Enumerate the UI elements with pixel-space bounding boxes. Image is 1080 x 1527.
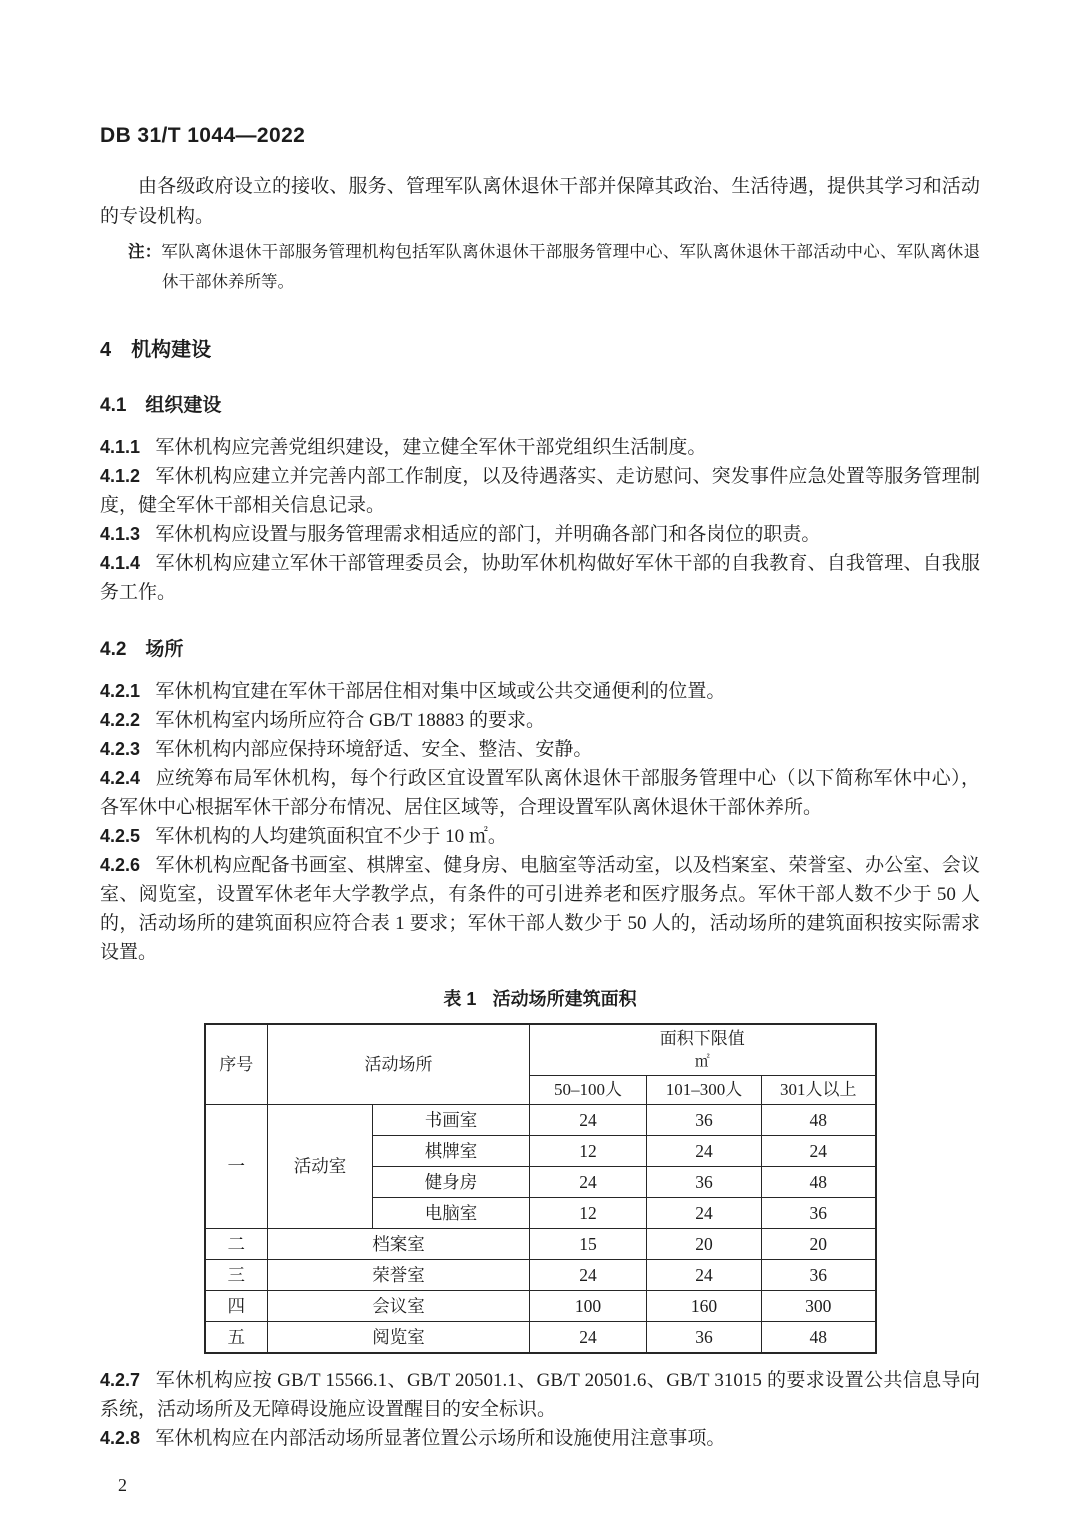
clause-4-1-4 [100, 549, 980, 607]
clause-4-2-7 [100, 1366, 980, 1424]
clause-4-2-2 [100, 706, 980, 735]
clause-number: 4.2.7 [100, 1370, 141, 1390]
cell-room-name: 电脑室 [373, 1198, 530, 1229]
clause-text: 军休机构应配备书画室、棋牌室、健身房、电脑室等活动室，以及档案室、荣誉室、办公室、会议室、阅览室，设置军休老年大学教学点，有条件的可引进养老和医疗服务点。军休干部人数不少于 50 人的，活动场所的建筑面积应符合表 1 要求；军休干部人数少于 50 人的，活动场所的建筑面积按实际需求设置。 [100, 855, 980, 963]
section-4-2-clauses-after-table [100, 1366, 980, 1453]
cell-value: 24 [530, 1105, 647, 1136]
clause-4-2-4 [100, 764, 980, 822]
clause-number: 4.2.3 [100, 739, 141, 759]
section-4-title: 机构建设 [131, 339, 212, 361]
table-1-caption [100, 985, 980, 1011]
section-4-heading [100, 337, 980, 363]
clause-text: 军休机构的人均建筑面积宜不少于 10 ㎡。 [155, 826, 507, 847]
th-area-limit [530, 1024, 876, 1076]
clause-4-1-1 [100, 433, 980, 462]
table-row [205, 1105, 876, 1136]
clause-text: 军休机构应设置与服务管理需求相适应的部门，并明确各部门和各岗位的职责。 [155, 524, 821, 545]
section-4-2-number: 4.2 [100, 639, 127, 660]
clause-4-2-3 [100, 735, 980, 764]
cell-category-activity-rooms: 活动室 [268, 1105, 373, 1229]
cell-seq-1: 一 [205, 1105, 268, 1229]
clause-text: 军休机构应建立并完善内部工作制度，以及待遇落实、走访慰问、突发事件应急处置等服务管理制度，健全军休干部相关信息记录。 [100, 466, 980, 516]
cell-place: 荣誉室 [268, 1260, 530, 1291]
intro-paragraph: 由各级政府设立的接收、服务、管理军队离休退休干部并保障其政治、生活待遇，提供其学习和活动的专设机构。 [100, 176, 980, 227]
doc-code: DB 31/T 1044—2022 [100, 124, 306, 147]
cell-place: 阅览室 [268, 1322, 530, 1354]
clause-text: 军休机构应在内部活动场所显著位置公示场所和设施使用注意事项。 [155, 1428, 726, 1449]
cell-value: 20 [647, 1229, 762, 1260]
clause-number: 4.1.4 [100, 553, 141, 573]
clause-number: 4.1.2 [100, 466, 141, 486]
cell-value: 24 [530, 1167, 647, 1198]
section-4-2-title: 场所 [145, 639, 184, 660]
th-range-50-100: 50–100人 [530, 1076, 647, 1105]
cell-value: 24 [530, 1322, 647, 1354]
cell-value: 24 [647, 1198, 762, 1229]
cell-value: 160 [647, 1291, 762, 1322]
clause-number: 4.2.1 [100, 681, 141, 701]
table-row [205, 1260, 876, 1291]
table-1-caption-label: 表 1 [443, 989, 477, 1009]
cell-seq-2: 二 [205, 1229, 268, 1260]
th-area-limit-unit: ㎡ [694, 1054, 710, 1070]
clause-4-2-1 [100, 677, 980, 706]
cell-place: 档案室 [268, 1229, 530, 1260]
section-4-2-clauses [100, 677, 980, 967]
clause-4-2-5 [100, 822, 980, 851]
clause-4-2-6 [100, 851, 980, 967]
table-row [205, 1291, 876, 1322]
cell-value: 36 [762, 1198, 876, 1229]
cell-value: 24 [647, 1136, 762, 1167]
note [100, 237, 980, 297]
cell-value: 36 [762, 1260, 876, 1291]
clause-4-2-8 [100, 1424, 980, 1453]
cell-seq-4: 四 [205, 1291, 268, 1322]
cell-value: 36 [647, 1167, 762, 1198]
table-row [205, 1229, 876, 1260]
section-4-1-clauses [100, 433, 980, 607]
note-text: 军队离休退休干部服务管理机构包括军队离休退休干部服务管理中心、军队离休退休干部活动中心、军队离休退休干部休养所等。 [161, 242, 981, 291]
th-range-101-300: 101–300人 [647, 1076, 762, 1105]
clause-number: 4.1.1 [100, 437, 141, 457]
clause-text: 军休机构应建立军休干部管理委员会，协助军休机构做好军休干部的自我教育、自我管理、自我服务工作。 [100, 553, 980, 603]
clause-text: 军休机构应完善党组织建设，建立健全军休干部党组织生活制度。 [155, 437, 707, 458]
clause-number: 4.2.8 [100, 1428, 141, 1448]
clause-text: 军休机构应按 GB/T 15566.1、GB/T 20501.1、GB/T 20501.6、GB/T 31015 的要求设置公共信息导向系统，活动场所及无障碍设施应设置醒目的安全标识。 [100, 1370, 980, 1420]
clause-number: 4.1.3 [100, 524, 141, 544]
cell-value: 24 [647, 1260, 762, 1291]
cell-value: 12 [530, 1136, 647, 1167]
page-number: 2 [118, 1475, 127, 1495]
th-seq: 序号 [205, 1024, 268, 1105]
cell-room-name: 棋牌室 [373, 1136, 530, 1167]
cell-value: 24 [762, 1136, 876, 1167]
clause-number: 4.2.5 [100, 826, 141, 846]
cell-value: 12 [530, 1198, 647, 1229]
clause-number: 4.2.4 [100, 768, 141, 788]
th-area-limit-title: 面积下限值 [659, 1029, 745, 1048]
cell-value: 100 [530, 1291, 647, 1322]
note-label: 注： [128, 243, 162, 261]
clause-number: 4.2.6 [100, 855, 141, 875]
section-4-number: 4 [100, 339, 112, 361]
cell-value: 24 [530, 1260, 647, 1291]
section-4-1-title: 组织建设 [145, 395, 222, 416]
cell-value: 36 [647, 1322, 762, 1354]
activity-area-table [204, 1023, 877, 1354]
section-4-1-heading [100, 393, 980, 419]
table-row [205, 1322, 876, 1354]
clause-4-1-3 [100, 520, 980, 549]
cell-room-name: 书画室 [373, 1105, 530, 1136]
cell-value: 300 [762, 1291, 876, 1322]
clause-text: 军休机构宜建在军休干部居住相对集中区域或公共交通便利的位置。 [155, 681, 726, 702]
th-range-301-plus: 301人以上 [762, 1076, 876, 1105]
cell-value: 15 [530, 1229, 647, 1260]
section-4-2-heading [100, 637, 980, 663]
cell-value: 48 [762, 1167, 876, 1198]
cell-seq-5: 五 [205, 1322, 268, 1354]
cell-value: 48 [762, 1105, 876, 1136]
cell-value: 48 [762, 1322, 876, 1354]
clause-number: 4.2.2 [100, 710, 141, 730]
clause-4-1-2 [100, 462, 980, 520]
th-place: 活动场所 [268, 1024, 530, 1105]
cell-value: 20 [762, 1229, 876, 1260]
table-header-row-1 [205, 1024, 876, 1076]
clause-text: 应统筹布局军休机构，每个行政区宜设置军队离休退休干部服务管理中心（以下简称军休中心），各军休中心根据军休干部分布情况、居住区域等，合理设置军队离休退休干部休养所。 [100, 768, 980, 818]
section-4-1-number: 4.1 [100, 395, 127, 416]
cell-seq-3: 三 [205, 1260, 268, 1291]
cell-value: 36 [647, 1105, 762, 1136]
cell-place: 会议室 [268, 1291, 530, 1322]
table-1-caption-title: 活动场所建筑面积 [492, 989, 637, 1009]
cell-room-name: 健身房 [373, 1167, 530, 1198]
clause-text: 军休机构室内场所应符合 GB/T 18883 的要求。 [155, 710, 546, 731]
clause-text: 军休机构内部应保持环境舒适、安全、整洁、安静。 [155, 739, 593, 760]
